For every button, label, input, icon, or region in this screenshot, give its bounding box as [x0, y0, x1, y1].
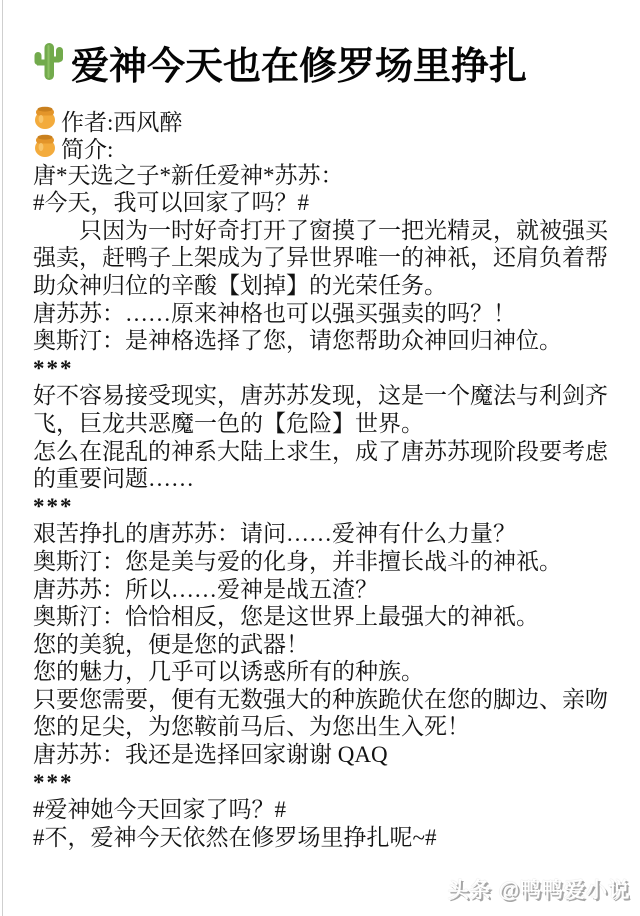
synopsis-paragraph: 唐*天选之子*新任爱神*苏苏： [33, 162, 344, 188]
synopsis-paragraph: 只因为一时好奇打开了窗摸了一把光精灵，就被强买强卖，赶鸭子上架成为了异世界唯一的神祇，还肩负着帮助众神归位的辛酸【划掉】的光荣任务。 [33, 217, 608, 298]
synopsis-paragraph: 艰苦挣扎的唐苏苏：请问……爱神有什么力量？ [33, 521, 516, 547]
synopsis-label-text: 简介: [61, 137, 114, 163]
watermark: 头条 @鸭鸭爱小说 [447, 879, 630, 902]
page-title [33, 40, 614, 95]
synopsis-paragraph: 只要您需要，便有无数强大的种族跪伏在您的脚边、亲吻您的足尖，为您鞍前马后、为您出生入死！ [33, 686, 608, 740]
cactus-icon [33, 40, 64, 95]
section-separator: *** [33, 355, 74, 381]
synopsis-paragraph: 奥斯汀：是神格选择了您，请您帮助众神回归神位。 [33, 328, 562, 354]
synopsis-paragraph: 您的美貌，便是您的武器！ [33, 631, 309, 657]
synopsis-paragraph: #今天，我可以回家了吗？# [33, 190, 309, 216]
section-separator: *** [33, 493, 74, 519]
synopsis-label-line [33, 134, 614, 162]
synopsis-body [33, 162, 614, 852]
section-separator: *** [33, 769, 74, 795]
author-line [33, 107, 614, 135]
page-title-text: 爱神今天也在修罗场里挣扎 [71, 45, 528, 88]
honey-pot-icon [33, 132, 57, 164]
left-edge-line [2, 0, 3, 916]
synopsis-paragraph: 奥斯汀：恰恰相反，您是这世界上最强大的神祇。 [33, 604, 539, 630]
synopsis-paragraph: 好不容易接受现实，唐苏苏发现，这是一个魔法与利剑齐飞，巨龙共恶魔一色的【危险】世界。 [33, 383, 608, 436]
synopsis-paragraph: 唐苏苏：所以……爱神是战五渣？ [33, 576, 378, 602]
synopsis-paragraph: 奥斯汀：您是美与爱的化身，并非擅长战斗的神祇。 [33, 548, 562, 574]
synopsis-paragraph: 怎么在混乱的神系大陆上求生，成了唐苏苏现阶段要考虑的重要问题…… [33, 438, 608, 492]
synopsis-paragraph: #爱神她今天回家了吗？# [33, 797, 286, 823]
synopsis-paragraph: 唐苏苏：……原来神格也可以强买强卖的吗？！ [33, 300, 516, 326]
synopsis-paragraph: #不，爱神今天依然在修罗场里挣扎呢~# [33, 824, 437, 850]
author-text: 作者:西风醉 [61, 109, 183, 135]
synopsis-paragraph: 您的魅力，几乎可以诱惑所有的种族。 [33, 659, 424, 685]
synopsis-paragraph: 唐苏苏：我还是选择回家谢谢 QAQ [33, 742, 388, 768]
